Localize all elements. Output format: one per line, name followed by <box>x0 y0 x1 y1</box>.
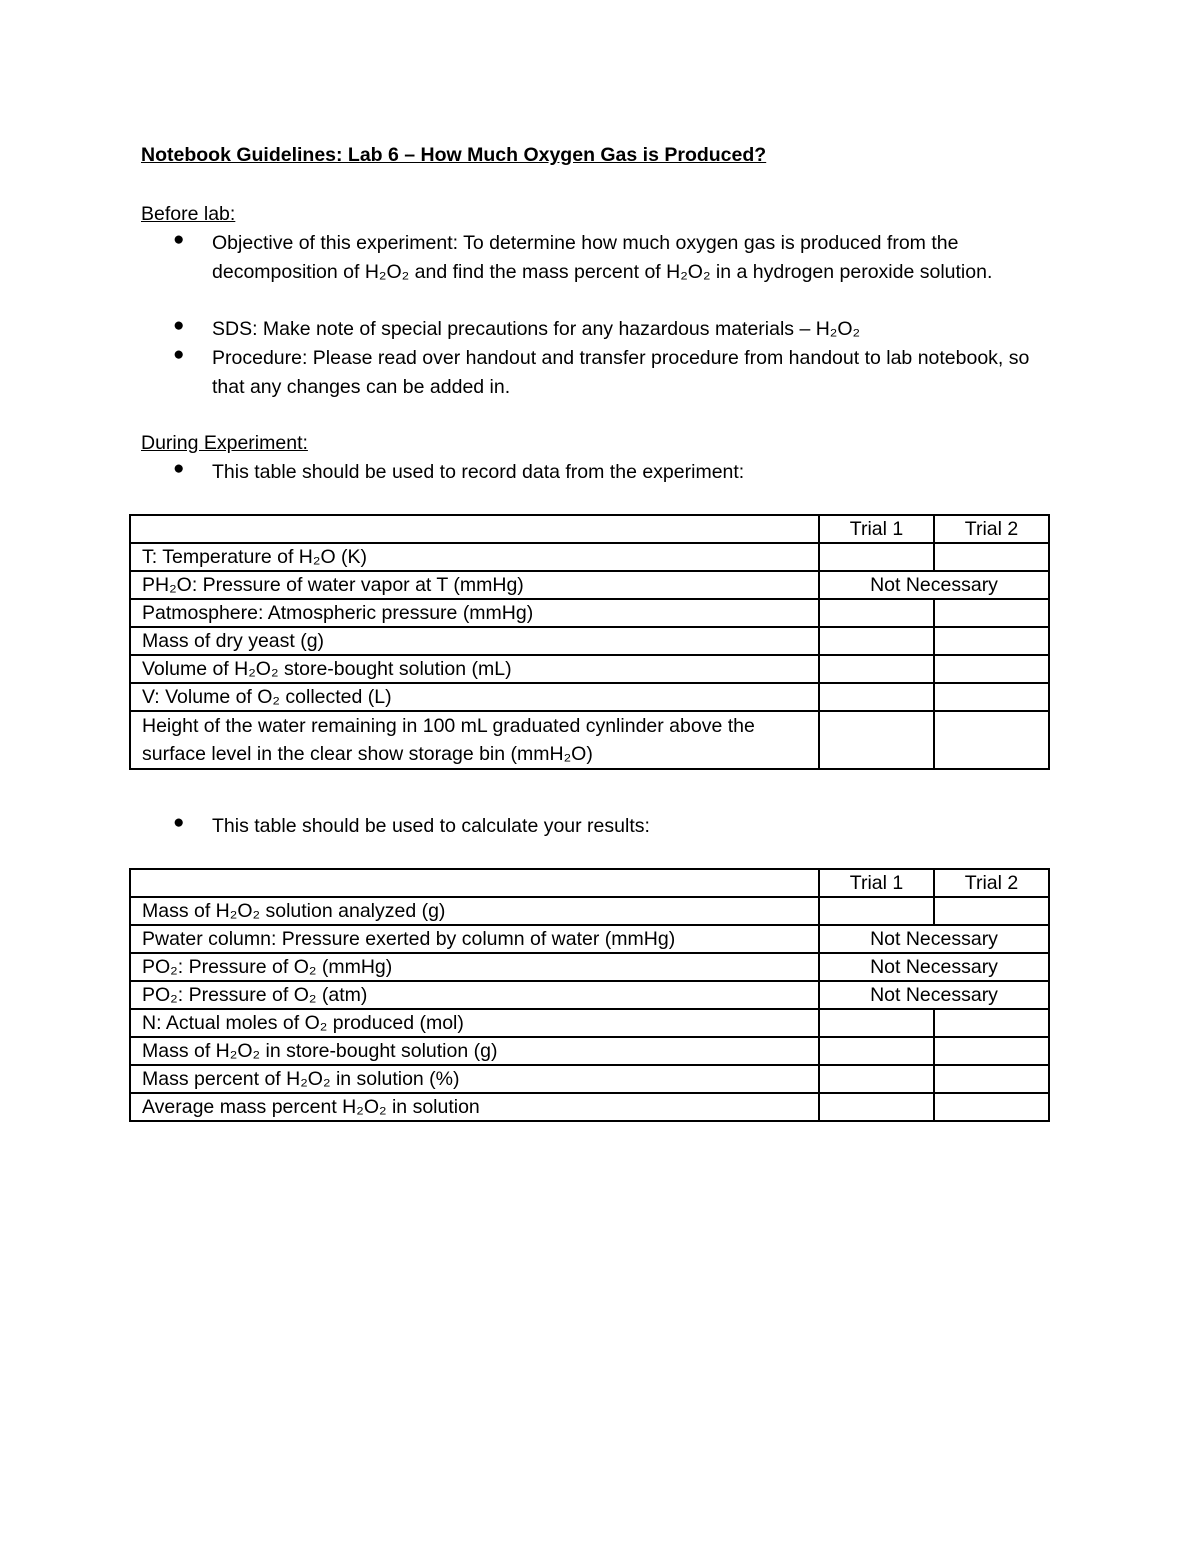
bullet-dot-icon: ● <box>173 344 185 365</box>
row-label: V: Volume of O₂ collected (L) <box>130 683 819 711</box>
row-label: Pwater column: Pressure exerted by column of water (mmHg) <box>130 925 819 953</box>
row-label: Patmosphere: Atmospheric pressure (mmHg) <box>130 599 819 627</box>
table-row <box>130 683 1049 711</box>
table-row <box>130 1037 1049 1065</box>
table-row <box>130 897 1049 925</box>
table-header-row <box>130 515 1049 543</box>
table-row <box>130 981 1049 1009</box>
row-label: Height of the water remaining in 100 mL graduated cynlinder above the surface level in the clear show storage bin (mmH₂O) <box>130 711 819 769</box>
trial1-cell[interactable] <box>819 655 934 683</box>
trial1-cell[interactable] <box>819 1093 934 1121</box>
data-table <box>129 514 1050 770</box>
row-label: Mass of H₂O₂ in store-bought solution (g) <box>130 1037 819 1065</box>
row-label: Mass of H₂O₂ solution analyzed (g) <box>130 897 819 925</box>
table-row <box>130 599 1049 627</box>
header-cell-blank <box>130 515 819 543</box>
bullet-dot-icon: ● <box>173 458 185 479</box>
trial1-cell[interactable] <box>819 683 934 711</box>
before-lab-heading: Before lab: <box>141 203 236 225</box>
table-row <box>130 925 1049 953</box>
row-label: Mass percent of H₂O₂ in solution (%) <box>130 1065 819 1093</box>
header-cell-trial1: Trial 1 <box>819 869 934 897</box>
trial2-cell[interactable] <box>934 599 1049 627</box>
during-experiment-heading: During Experiment: <box>141 432 308 454</box>
table-row <box>130 953 1049 981</box>
not-necessary-cell: Not Necessary <box>819 953 1049 981</box>
table-row <box>130 711 1049 769</box>
trial2-cell[interactable] <box>934 1037 1049 1065</box>
bullet-text: SDS: Make note of special precautions for any hazardous materials – H₂O₂ <box>212 318 861 340</box>
not-necessary-cell: Not Necessary <box>819 925 1049 953</box>
not-necessary-cell: Not Necessary <box>819 571 1049 599</box>
trial2-cell[interactable] <box>934 627 1049 655</box>
row-label: Mass of dry yeast (g) <box>130 627 819 655</box>
table-row <box>130 1093 1049 1121</box>
trial2-cell[interactable] <box>934 683 1049 711</box>
row-label: Average mass percent H₂O₂ in solution <box>130 1093 819 1121</box>
trial2-cell[interactable] <box>934 1065 1049 1093</box>
table-row <box>130 655 1049 683</box>
trial1-cell[interactable] <box>819 711 934 769</box>
not-necessary-cell: Not Necessary <box>819 981 1049 1009</box>
bullet-dot-icon: ● <box>173 229 185 250</box>
trial1-cell[interactable] <box>819 1009 934 1037</box>
row-label: T: Temperature of H₂O (K) <box>130 543 819 571</box>
trial2-cell[interactable] <box>934 1093 1049 1121</box>
trial1-cell[interactable] <box>819 599 934 627</box>
bullet-text: Procedure: Please read over handout and transfer procedure from handout to lab notebook, so that any changes can be added in. <box>212 347 1030 398</box>
header-cell-trial2: Trial 2 <box>934 869 1049 897</box>
trial2-cell[interactable] <box>934 543 1049 571</box>
trial2-cell[interactable] <box>934 711 1049 769</box>
row-label: PH₂O: Pressure of water vapor at T (mmHg) <box>130 571 819 599</box>
trial2-cell[interactable] <box>934 897 1049 925</box>
trial1-cell[interactable] <box>819 1037 934 1065</box>
bullet-text: This table should be used to record data from the experiment: <box>212 461 745 483</box>
trial1-cell[interactable] <box>819 897 934 925</box>
row-label: PO₂: Pressure of O₂ (atm) <box>130 981 819 1009</box>
header-cell-trial2: Trial 2 <box>934 515 1049 543</box>
row-label: Volume of H₂O₂ store-bought solution (mL) <box>130 655 819 683</box>
trial1-cell[interactable] <box>819 543 934 571</box>
trial1-cell[interactable] <box>819 1065 934 1093</box>
trial2-cell[interactable] <box>934 1009 1049 1037</box>
page-title: Notebook Guidelines: Lab 6 – How Much Oxygen Gas is Produced? <box>141 144 767 166</box>
bullet-dot-icon: ● <box>173 812 185 833</box>
header-cell-trial1: Trial 1 <box>819 515 934 543</box>
table-row <box>130 627 1049 655</box>
trial2-cell[interactable] <box>934 655 1049 683</box>
bullet-dot-icon: ● <box>173 315 185 336</box>
row-label: N: Actual moles of O₂ produced (mol) <box>130 1009 819 1037</box>
table-header-row <box>130 869 1049 897</box>
table-row <box>130 543 1049 571</box>
row-label: PO₂: Pressure of O₂ (mmHg) <box>130 953 819 981</box>
table-row <box>130 1065 1049 1093</box>
table-row <box>130 571 1049 599</box>
header-cell-blank <box>130 869 819 897</box>
results-table <box>129 868 1050 1122</box>
bullet-text: This table should be used to calculate your results: <box>212 815 650 837</box>
trial1-cell[interactable] <box>819 627 934 655</box>
table-row <box>130 1009 1049 1037</box>
bullet-text: Objective of this experiment: To determine how much oxygen gas is produced from the decomposition of H₂O₂ and find the mass percent of H₂O₂ in a hydrogen peroxide solution. <box>212 232 993 283</box>
